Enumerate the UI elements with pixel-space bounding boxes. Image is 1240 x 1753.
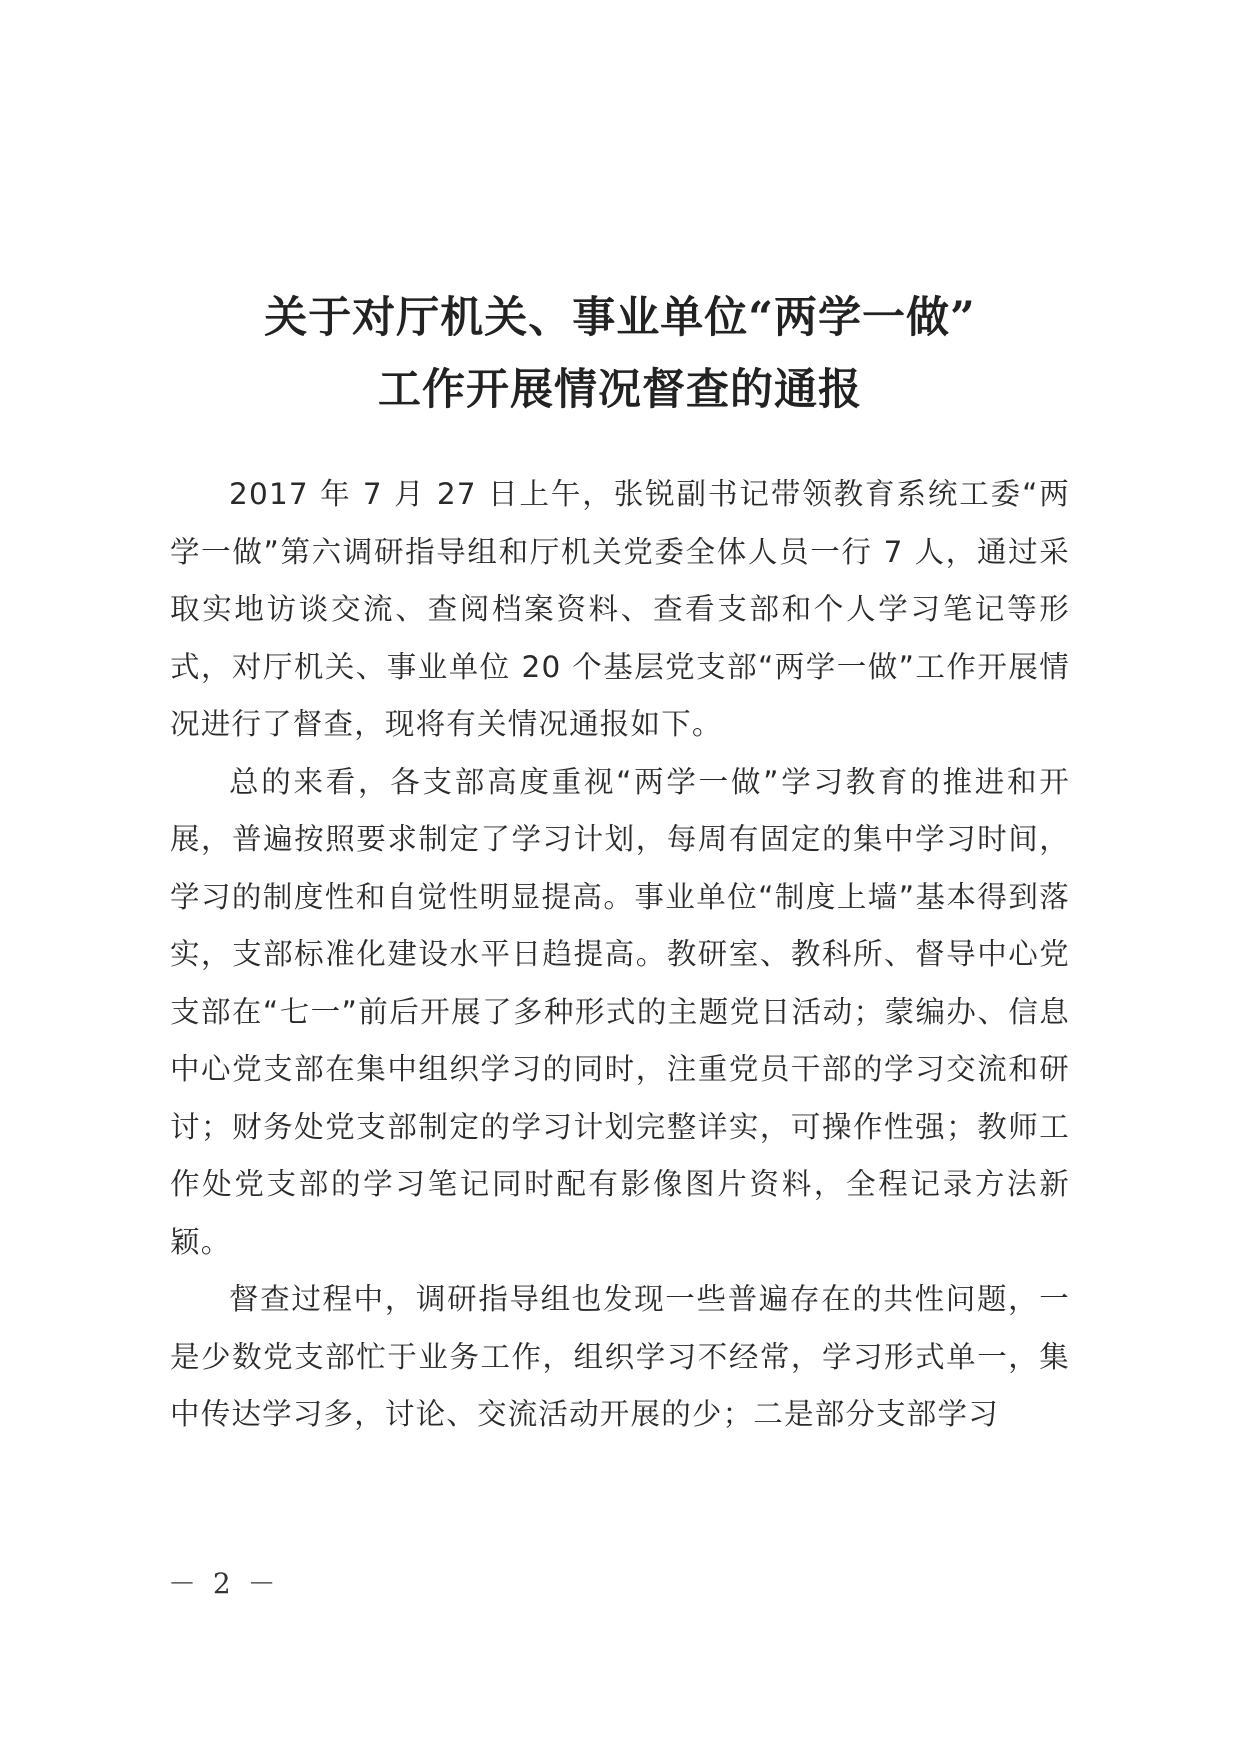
paragraph-1: 2017 年 7 月 27 日上午，张锐副书记带领教育系统工委“两学一做”第六调研指导组和厅机关党委全体人员一行 7 人，通过采取实地访谈交流、查阅档案资料、查看支部和个人学习笔记等形式，对厅机关、事业单位 20 个基层党支部“两学一做”工作开展情况进行了督查，现将有关情况通报如下。 [170, 477, 1070, 741]
paragraph-2: 总的来看，各支部高度重视“两学一做”学习教育的推进和开展，普遍按照要求制定了学习计划，每周有固定的集中学习时间，学习的制度性和自觉性明显提高。事业单位“制度上墙”基本得到落实，支部标准化建设水平日趋提高。教研室、教科所、督导中心党支部在“七一”前后开展了多种形式的主题党日活动；蒙编办、信息中心党支部在集中组织学习的同时，注重党员干部的学习交流和研讨；财务处党支部制定的学习计划完整详实，可操作性强；教师工作处党支部的学习笔记同时配有影像图片资料，全程记录方法新颖。 [170, 764, 1070, 1259]
document-title [120, 282, 1120, 426]
paragraph-3: 督查过程中，调研指导组也发现一些普遍存在的共性问题，一是少数党支部忙于业务工作，组织学习不经常，学习形式单一，集中传达学习多，讨论、交流活动开展的少；二是部分支部学习 [170, 1282, 1070, 1431]
document-body [170, 466, 1070, 1444]
title-line-1: 关于对厅机关、事业单位“两学一做” [264, 293, 976, 343]
title-line-2: 工作开展情况督查的通报 [378, 365, 862, 415]
page-number: － 2 － [168, 1567, 280, 1600]
